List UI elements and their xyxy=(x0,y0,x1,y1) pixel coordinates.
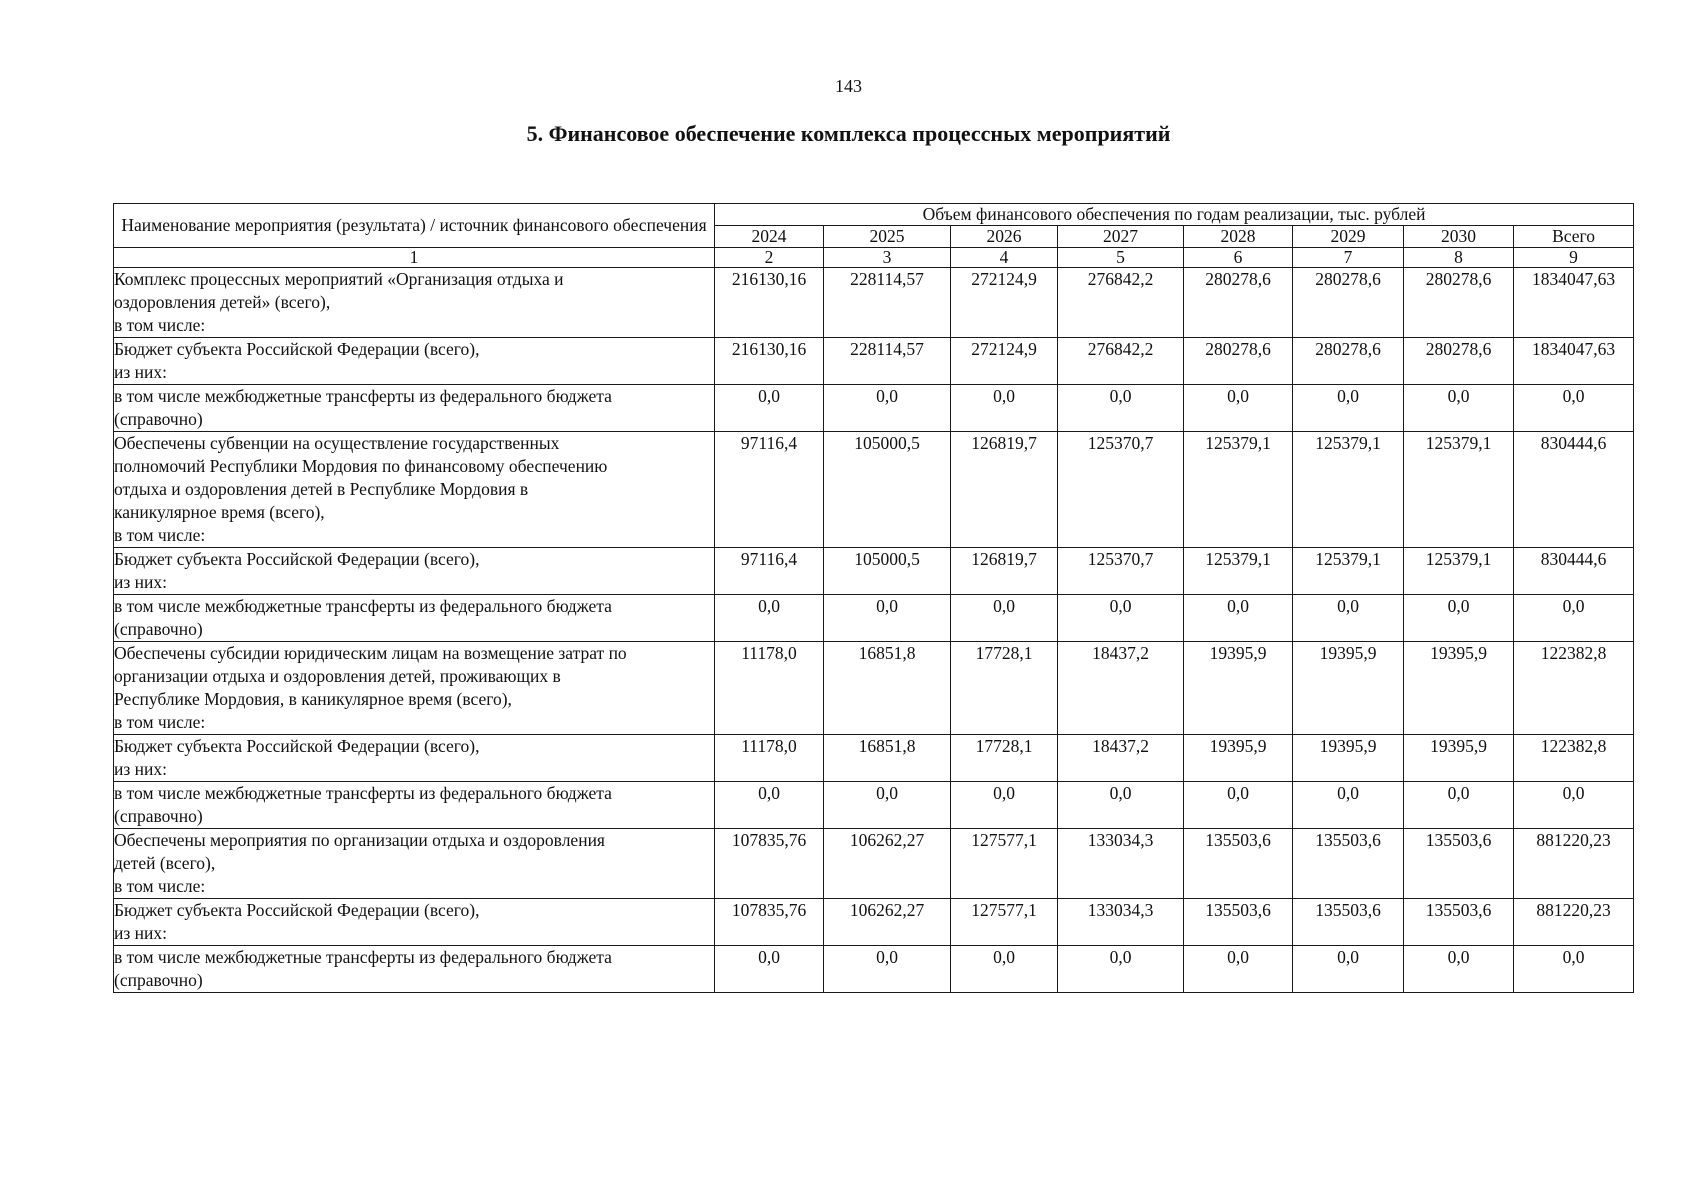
value-cell: 135503,6 xyxy=(1184,899,1293,946)
value-cell: 0,0 xyxy=(1058,595,1184,642)
row-name-line: в том числе межбюджетные трансферты из федерального бюджета xyxy=(114,596,612,616)
value-cell: 11178,0 xyxy=(715,642,824,735)
row-name-cell xyxy=(114,642,715,735)
row-name-line: из них: xyxy=(114,362,167,382)
row-name-cell xyxy=(114,782,715,829)
row-name-line: Бюджет субъекта Российской Федерации (всего), xyxy=(114,549,480,569)
value-cell: 0,0 xyxy=(1514,782,1634,829)
value-cell: 830444,6 xyxy=(1514,548,1634,595)
row-name-cell xyxy=(114,268,715,338)
value-cell: 228114,57 xyxy=(824,338,951,385)
value-cell: 0,0 xyxy=(715,946,824,993)
column-number: 9 xyxy=(1514,248,1634,268)
table-row xyxy=(114,548,1634,595)
value-cell: 106262,27 xyxy=(824,829,951,899)
row-name-line: Бюджет субъекта Российской Федерации (всего), xyxy=(114,900,480,920)
value-cell: 17728,1 xyxy=(951,642,1058,735)
row-name-line: организации отдыха и оздоровления детей, проживающих в xyxy=(114,666,561,686)
value-cell: 107835,76 xyxy=(715,829,824,899)
column-number: 3 xyxy=(824,248,951,268)
table-row xyxy=(114,946,1634,993)
row-name-cell xyxy=(114,548,715,595)
row-name-line: из них: xyxy=(114,923,167,943)
value-cell: 127577,1 xyxy=(951,899,1058,946)
value-cell: 126819,7 xyxy=(951,432,1058,548)
value-cell: 0,0 xyxy=(951,595,1058,642)
table-row xyxy=(114,782,1634,829)
value-cell: 280278,6 xyxy=(1404,268,1514,338)
row-name-line: Обеспечены мероприятия по организации отдыха и оздоровления xyxy=(114,830,605,850)
table-row xyxy=(114,595,1634,642)
value-cell: 0,0 xyxy=(1058,946,1184,993)
value-cell: 280278,6 xyxy=(1293,268,1404,338)
table-row xyxy=(114,735,1634,782)
year-header: 2026 xyxy=(951,226,1058,248)
value-cell: 97116,4 xyxy=(715,548,824,595)
column-number-row xyxy=(114,248,1634,268)
value-cell: 18437,2 xyxy=(1058,735,1184,782)
row-name-line: в том числе: xyxy=(114,712,206,732)
value-cell: 11178,0 xyxy=(715,735,824,782)
value-cell: 0,0 xyxy=(1293,782,1404,829)
row-name-cell xyxy=(114,829,715,899)
value-cell: 0,0 xyxy=(1293,595,1404,642)
value-cell: 0,0 xyxy=(1404,782,1514,829)
year-header: 2030 xyxy=(1404,226,1514,248)
financing-table xyxy=(113,203,1634,993)
value-cell: 276842,2 xyxy=(1058,268,1184,338)
column-number: 8 xyxy=(1404,248,1514,268)
value-cell: 105000,5 xyxy=(824,432,951,548)
value-cell: 122382,8 xyxy=(1514,642,1634,735)
value-cell: 0,0 xyxy=(1514,946,1634,993)
value-cell: 17728,1 xyxy=(951,735,1058,782)
value-cell: 1834047,63 xyxy=(1514,268,1634,338)
row-name-line: в том числе: xyxy=(114,876,206,896)
value-cell: 0,0 xyxy=(824,782,951,829)
value-cell: 276842,2 xyxy=(1058,338,1184,385)
value-cell: 106262,27 xyxy=(824,899,951,946)
value-cell: 125379,1 xyxy=(1404,548,1514,595)
row-name-line: полномочий Республики Мордовия по финансовому обеспечению xyxy=(114,456,608,476)
row-name-cell xyxy=(114,432,715,548)
value-cell: 125370,7 xyxy=(1058,432,1184,548)
value-cell: 0,0 xyxy=(1293,385,1404,432)
row-name-line: каникулярное время (всего), xyxy=(114,502,325,522)
value-cell: 0,0 xyxy=(1184,385,1293,432)
table-body xyxy=(114,268,1634,993)
value-cell: 228114,57 xyxy=(824,268,951,338)
table-row xyxy=(114,642,1634,735)
value-cell: 125379,1 xyxy=(1293,548,1404,595)
value-cell: 135503,6 xyxy=(1293,829,1404,899)
row-name-line: детей (всего), xyxy=(114,853,216,873)
value-cell: 830444,6 xyxy=(1514,432,1634,548)
value-cell: 0,0 xyxy=(824,385,951,432)
value-cell: 133034,3 xyxy=(1058,899,1184,946)
value-cell: 105000,5 xyxy=(824,548,951,595)
table-row xyxy=(114,829,1634,899)
row-name-line: оздоровления детей» (всего), xyxy=(114,292,331,312)
table-row xyxy=(114,899,1634,946)
value-cell: 0,0 xyxy=(1293,946,1404,993)
value-cell: 19395,9 xyxy=(1293,735,1404,782)
funding-group-header: Объем финансового обеспечения по годам реализации, тыс. рублей xyxy=(715,204,1634,226)
column-number: 1 xyxy=(114,248,715,268)
value-cell: 0,0 xyxy=(1514,385,1634,432)
row-name-cell xyxy=(114,735,715,782)
value-cell: 0,0 xyxy=(1184,595,1293,642)
value-cell: 125379,1 xyxy=(1404,432,1514,548)
value-cell: 135503,6 xyxy=(1184,829,1293,899)
row-name-line: в том числе межбюджетные трансферты из федерального бюджета xyxy=(114,783,612,803)
year-header: 2028 xyxy=(1184,226,1293,248)
table-row xyxy=(114,338,1634,385)
value-cell: 280278,6 xyxy=(1404,338,1514,385)
page-number: 143 xyxy=(835,76,862,96)
value-cell: 126819,7 xyxy=(951,548,1058,595)
row-name-line: из них: xyxy=(114,572,167,592)
value-cell: 19395,9 xyxy=(1184,735,1293,782)
row-name-line: Бюджет субъекта Российской Федерации (всего), xyxy=(114,736,480,756)
row-name-line: (справочно) xyxy=(114,409,203,429)
year-header: 2024 xyxy=(715,226,824,248)
value-cell: 19395,9 xyxy=(1404,642,1514,735)
value-cell: 122382,8 xyxy=(1514,735,1634,782)
page-title: 5. Финансовое обеспечение комплекса процессных мероприятий xyxy=(526,121,1171,146)
value-cell: 280278,6 xyxy=(1184,268,1293,338)
value-cell: 19395,9 xyxy=(1184,642,1293,735)
row-name-line: в том числе: xyxy=(114,525,206,545)
row-name-line: Обеспечены субвенции на осуществление государственных xyxy=(114,433,560,453)
value-cell: 135503,6 xyxy=(1404,829,1514,899)
row-name-cell xyxy=(114,946,715,993)
value-cell: 107835,76 xyxy=(715,899,824,946)
value-cell: 135503,6 xyxy=(1293,899,1404,946)
row-name-line: Комплекс процессных мероприятий «Организация отдыха и xyxy=(114,269,564,289)
value-cell: 0,0 xyxy=(1404,385,1514,432)
row-name-line: Обеспечены субсидии юридическим лицам на возмещение затрат по xyxy=(114,643,627,663)
value-cell: 0,0 xyxy=(824,946,951,993)
value-cell: 216130,16 xyxy=(715,338,824,385)
value-cell: 1834047,63 xyxy=(1514,338,1634,385)
value-cell: 135503,6 xyxy=(1404,899,1514,946)
value-cell: 16851,8 xyxy=(824,735,951,782)
table-row xyxy=(114,432,1634,548)
value-cell: 97116,4 xyxy=(715,432,824,548)
row-name-line: Бюджет субъекта Российской Федерации (всего), xyxy=(114,339,480,359)
value-cell: 0,0 xyxy=(1184,782,1293,829)
column-number: 5 xyxy=(1058,248,1184,268)
value-cell: 127577,1 xyxy=(951,829,1058,899)
value-cell: 0,0 xyxy=(715,595,824,642)
row-name-line: (справочно) xyxy=(114,806,203,826)
row-name-line: (справочно) xyxy=(114,970,203,990)
row-name-cell xyxy=(114,899,715,946)
row-name-cell xyxy=(114,385,715,432)
value-cell: 0,0 xyxy=(1184,946,1293,993)
year-header: 2027 xyxy=(1058,226,1184,248)
row-name-cell xyxy=(114,595,715,642)
value-cell: 133034,3 xyxy=(1058,829,1184,899)
value-cell: 0,0 xyxy=(951,385,1058,432)
row-name-line: в том числе межбюджетные трансферты из федерального бюджета xyxy=(114,386,612,406)
column-number: 7 xyxy=(1293,248,1404,268)
value-cell: 280278,6 xyxy=(1184,338,1293,385)
value-cell: 0,0 xyxy=(1514,595,1634,642)
value-cell: 881220,23 xyxy=(1514,899,1634,946)
value-cell: 19395,9 xyxy=(1404,735,1514,782)
name-column-header: Наименование мероприятия (результата) / источник финансового обеспечения xyxy=(114,204,715,248)
value-cell: 18437,2 xyxy=(1058,642,1184,735)
row-name-line: отдыха и оздоровления детей в Республике Мордовия в xyxy=(114,479,529,499)
value-cell: 125379,1 xyxy=(1184,432,1293,548)
value-cell: 0,0 xyxy=(824,595,951,642)
value-cell: 272124,9 xyxy=(951,338,1058,385)
value-cell: 0,0 xyxy=(951,946,1058,993)
value-cell: 125379,1 xyxy=(1293,432,1404,548)
year-header: Всего xyxy=(1514,226,1634,248)
value-cell: 0,0 xyxy=(1404,946,1514,993)
row-name-line: из них: xyxy=(114,759,167,779)
table-row xyxy=(114,385,1634,432)
value-cell: 19395,9 xyxy=(1293,642,1404,735)
value-cell: 272124,9 xyxy=(951,268,1058,338)
value-cell: 0,0 xyxy=(1058,385,1184,432)
value-cell: 216130,16 xyxy=(715,268,824,338)
column-number: 2 xyxy=(715,248,824,268)
value-cell: 125379,1 xyxy=(1184,548,1293,595)
row-name-line: Республике Мордовия, в каникулярное время (всего), xyxy=(114,689,512,709)
value-cell: 0,0 xyxy=(715,782,824,829)
value-cell: 0,0 xyxy=(1058,782,1184,829)
row-name-line: (справочно) xyxy=(114,619,203,639)
table-row xyxy=(114,268,1634,338)
value-cell: 16851,8 xyxy=(824,642,951,735)
column-number: 4 xyxy=(951,248,1058,268)
column-number: 6 xyxy=(1184,248,1293,268)
row-name-cell xyxy=(114,338,715,385)
row-name-line: в том числе межбюджетные трансферты из федерального бюджета xyxy=(114,947,612,967)
year-header: 2029 xyxy=(1293,226,1404,248)
value-cell: 125370,7 xyxy=(1058,548,1184,595)
value-cell: 280278,6 xyxy=(1293,338,1404,385)
value-cell: 0,0 xyxy=(951,782,1058,829)
value-cell: 0,0 xyxy=(1404,595,1514,642)
year-header: 2025 xyxy=(824,226,951,248)
row-name-line: в том числе: xyxy=(114,315,206,335)
value-cell: 0,0 xyxy=(715,385,824,432)
value-cell: 881220,23 xyxy=(1514,829,1634,899)
